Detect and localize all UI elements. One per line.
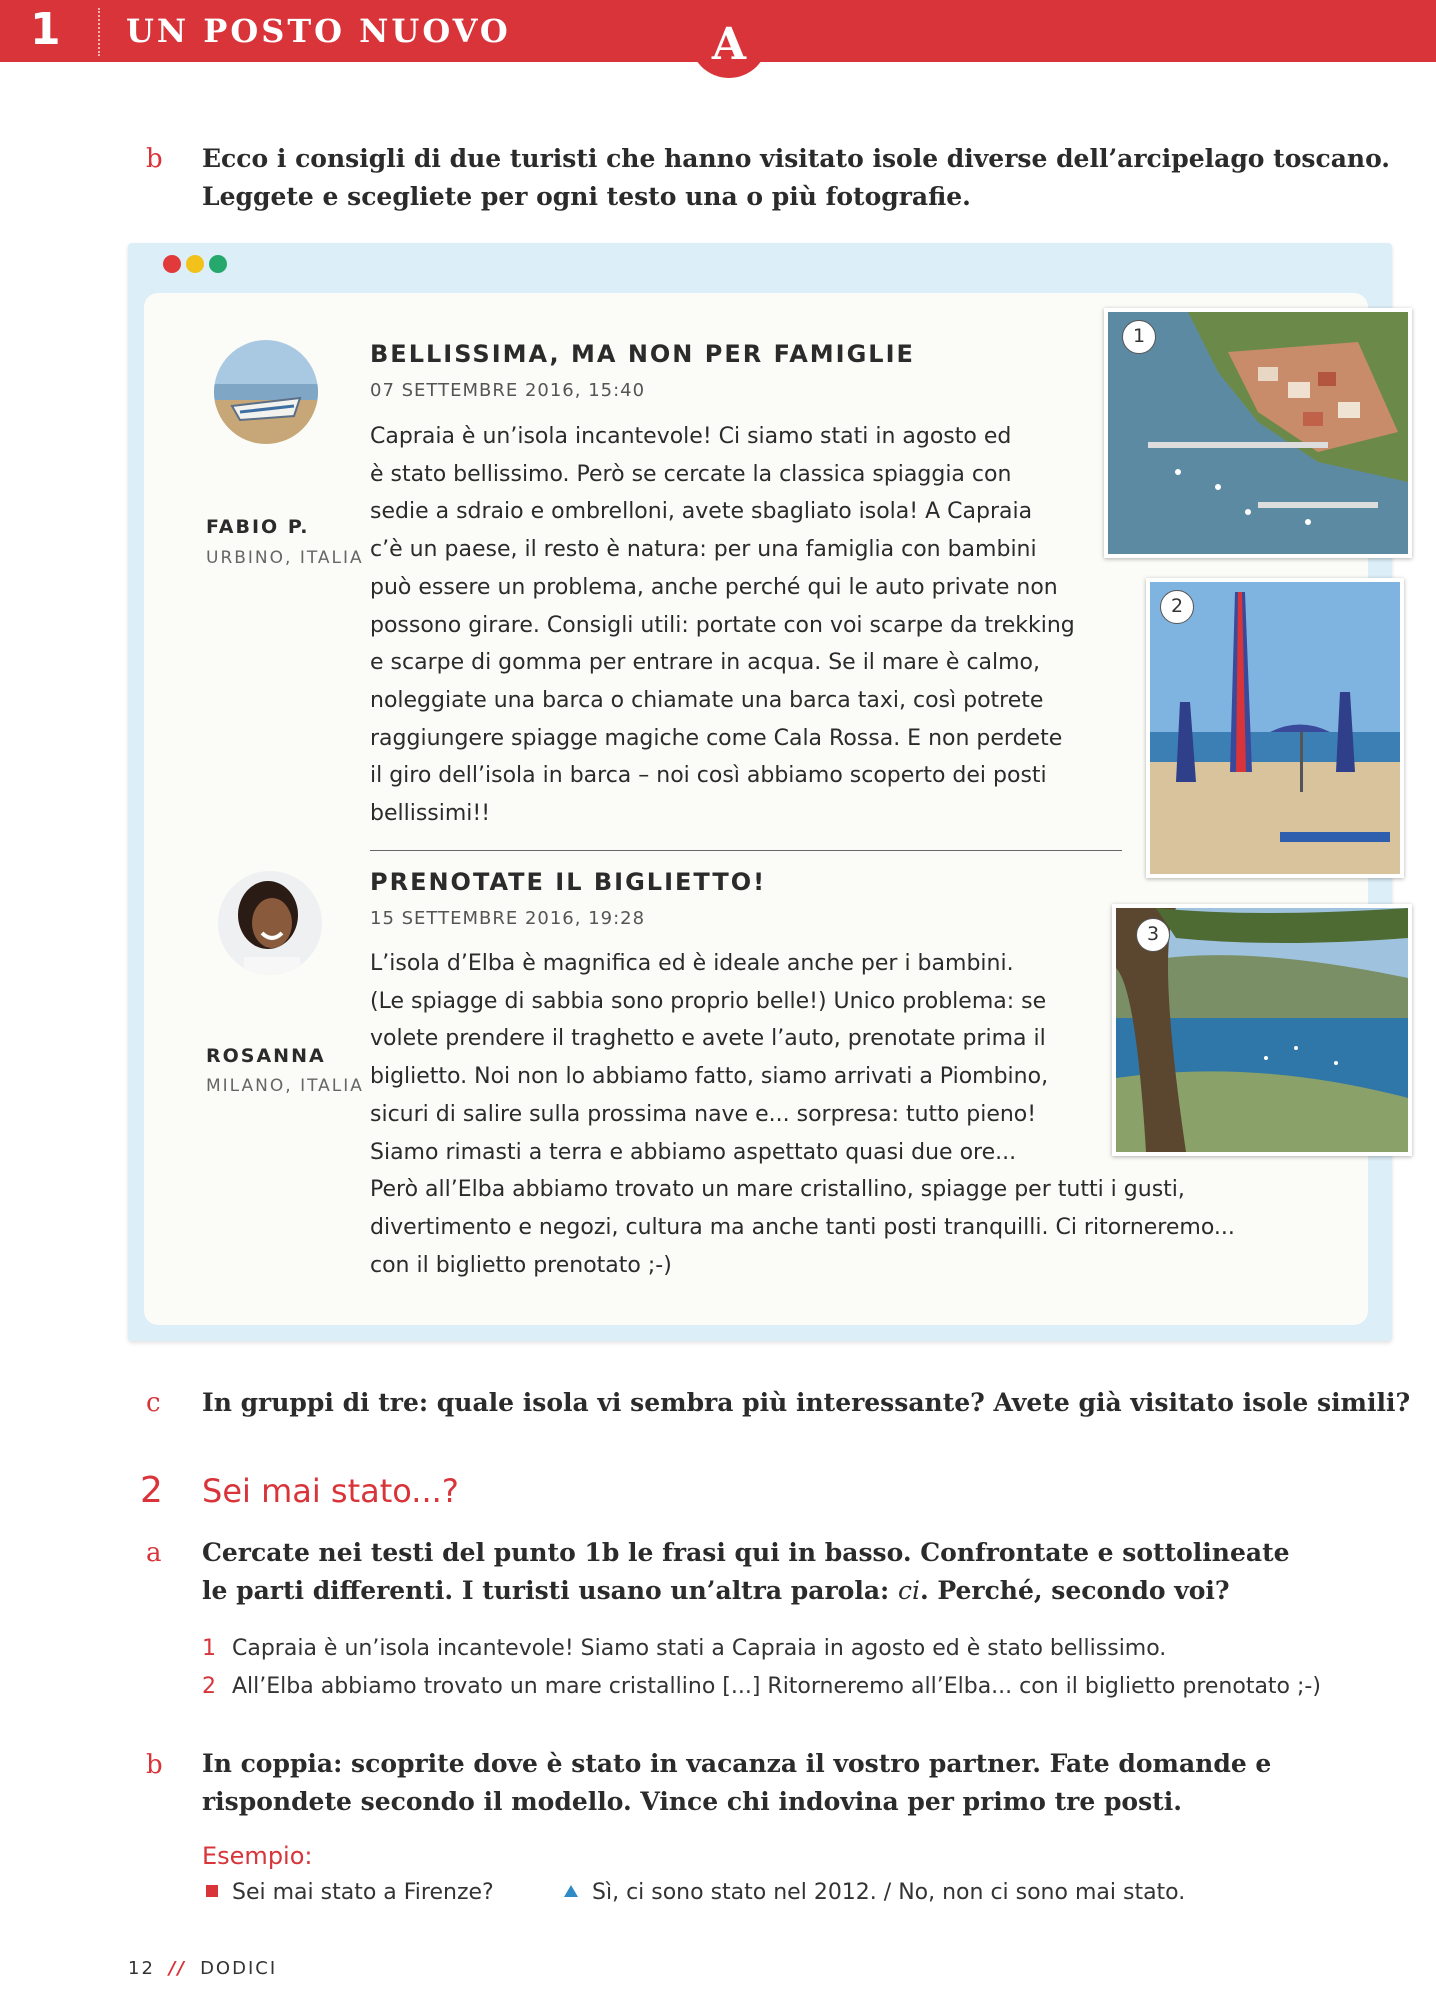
harbour-illustration <box>1108 312 1408 554</box>
exercise-2a-instructions <box>202 1534 1290 1610</box>
example-label: Esempio: <box>202 1842 313 1870</box>
post-1-line: può essere un problema, anche perché qui le auto private non <box>370 574 1058 600</box>
example-question-text: Sei mai stato a Firenze? <box>232 1880 494 1905</box>
post-1-date: 07 SETTEMBRE 2016, 15:40 <box>370 380 646 401</box>
exercise-2b-line-2: rispondete secondo il modello. Vince chi indovina per primo tre posti. <box>202 1787 1182 1816</box>
footer-separator: // <box>168 1958 187 1979</box>
section-badge: A <box>690 8 768 78</box>
post-2-line: con il biglietto prenotato ;-) <box>370 1252 672 1278</box>
post-1-location: URBINO, ITALIA <box>206 548 364 568</box>
post-1-line: possono girare. Consigli utili: portate con voi scarpe da trekking <box>370 612 1075 638</box>
exercise-letter-b: b <box>146 144 163 174</box>
exercise-1c-instructions: In gruppi di tre: quale isola vi sembra più interessante? Avete già visitato isole simili? <box>202 1388 1411 1417</box>
post-2-date: 15 SETTEMBRE 2016, 19:28 <box>370 908 646 929</box>
exercise-letter-c: c <box>146 1388 161 1418</box>
avatar-fabio <box>214 340 318 444</box>
beach-illustration <box>1150 582 1400 874</box>
post-1-line: sedie a sdraio e ombrelloni, avete sbagliato isola! A Capraia <box>370 499 1033 525</box>
post-1-line: c’è un paese, il resto è natura: per una famiglia con bambini <box>370 537 1037 563</box>
unit-number: 1 <box>30 4 61 55</box>
example-question <box>206 1880 494 1905</box>
page-number: 12 <box>128 1958 155 1979</box>
exercise-2a-line-2-end: . Perché, secondo voi? <box>919 1576 1230 1605</box>
boat-avatar-image <box>214 340 318 444</box>
post-1-line: raggiungere spiagge magiche come Cala Rossa. E non perdete <box>370 725 1063 751</box>
exercise-2a-line-1: Cercate nei testi del punto 1b le frasi qui in basso. Confrontate e sottolineate <box>202 1538 1290 1567</box>
post-1-line: Capraia è un’isola incantevole! Ci siamo stati in agosto ed <box>370 424 1012 449</box>
list-number-2: 2 <box>202 1674 216 1699</box>
photo-beach-umbrellas <box>1146 578 1404 878</box>
exercise-1b-instructions <box>202 140 1390 216</box>
post-2-line: sicuri di salire sulla prossima nave e... sorpresa: tutto pieno! <box>370 1101 1037 1127</box>
post-2-author: ROSANNA <box>206 1045 326 1067</box>
post-2-line: biglietto. Noi non lo abbiamo fatto, siamo arrivati a Piombino, <box>370 1064 1049 1090</box>
post-2-title: PRENOTATE IL BIGLIETTO! <box>370 868 767 896</box>
post-2-location: MILANO, ITALIA <box>206 1076 364 1096</box>
section-2-number: 2 <box>140 1470 163 1511</box>
photo-number-1: 1 <box>1122 320 1156 354</box>
list-item-1: Capraia è un’isola incantevole! Siamo stati a Capraia in agosto ed è stato bellissimo. <box>232 1636 1167 1661</box>
unit-title: UN POSTO NUOVO <box>126 12 511 50</box>
window-dot-green <box>209 255 227 273</box>
post-1-title: BELLISSIMA, MA NON PER FAMIGLIE <box>370 340 915 368</box>
exercise-2a-line-2-text: le parti differenti. I turisti usano un’altra parola: <box>202 1576 898 1605</box>
post-1-line: e scarpe di gomma per entrare in acqua. Se il mare è calmo, <box>370 650 1041 676</box>
post-1-line: bellissimi!! <box>370 801 491 827</box>
page-footer <box>128 1958 277 1979</box>
list-number-1: 1 <box>202 1636 216 1661</box>
post-2-line: (Le spiagge di sabbia sono proprio belle!) Unico problema: se <box>370 988 1047 1014</box>
post-2-line: Siamo rimasti a terra e abbiamo aspettato quasi due ore... <box>370 1139 1017 1165</box>
post-1-line: noleggiate una barca o chiamate una barca taxi, così potrete <box>370 687 1044 713</box>
example-answer <box>564 1880 1185 1905</box>
section-2-title: Sei mai stato...? <box>202 1472 459 1510</box>
exercise-2b-instructions <box>202 1745 1271 1821</box>
triangle-bullet-icon <box>564 1885 578 1897</box>
window-dot-red <box>163 255 181 273</box>
post-2-line: L’isola d’Elba è magnifica ed è ideale anche per i bambini. <box>370 951 1014 976</box>
exercise-2b-line-1: In coppia: scoprite dove è stato in vacanza il vostro partner. Fate domande e <box>202 1749 1272 1778</box>
exercise-1b-line-2: Leggete e scegliete per ogni testo una o più fotografie. <box>202 182 971 211</box>
header-divider <box>98 8 100 56</box>
page-number-word: DODICI <box>200 1958 278 1979</box>
post-2-line: divertimento e negozi, cultura ma anche tanti posti tranquilli. Ci ritorneremo... <box>370 1214 1235 1240</box>
photo-number-2: 2 <box>1160 590 1194 624</box>
post-separator <box>370 850 1122 851</box>
post-1-author: FABIO P. <box>206 516 310 538</box>
exercise-1b-line-1: Ecco i consigli di due turisti che hanno visitato isole diverse dell’arcipelago toscano. <box>202 144 1391 173</box>
list-item-2: All’Elba abbiamo trovato un mare cristallino [...] Ritorneremo all’Elba... con il biglietto prenotato ;-) <box>232 1674 1321 1699</box>
exercise-2a-line-2 <box>202 1572 1290 1610</box>
window-dot-yellow <box>186 255 204 273</box>
avatar-rosanna <box>218 871 322 975</box>
post-1-body <box>370 418 1130 833</box>
post-1-line: il giro dell’isola in barca – noi così abbiamo scoperto dei posti <box>370 763 1047 789</box>
post-2-line: volete prendere il traghetto e avete l’auto, prenotate prima il <box>370 1026 1046 1052</box>
exercise-2b-letter: b <box>146 1750 163 1780</box>
square-bullet-icon <box>206 1885 218 1897</box>
woman-avatar-image <box>218 871 322 975</box>
example-answer-text: Sì, ci sono stato nel 2012. / No, non ci sono mai stato. <box>592 1880 1186 1905</box>
post-1-line: è stato bellissimo. Però se cercate la classica spiaggia con <box>370 461 1012 487</box>
exercise-2a-italic-word: ci <box>897 1576 920 1605</box>
exercise-2a-letter: a <box>146 1538 162 1568</box>
photo-number-3: 3 <box>1136 918 1170 952</box>
post-2-line: Però all’Elba abbiamo trovato un mare cristallino, spiagge per tutti i gusti, <box>370 1177 1185 1203</box>
